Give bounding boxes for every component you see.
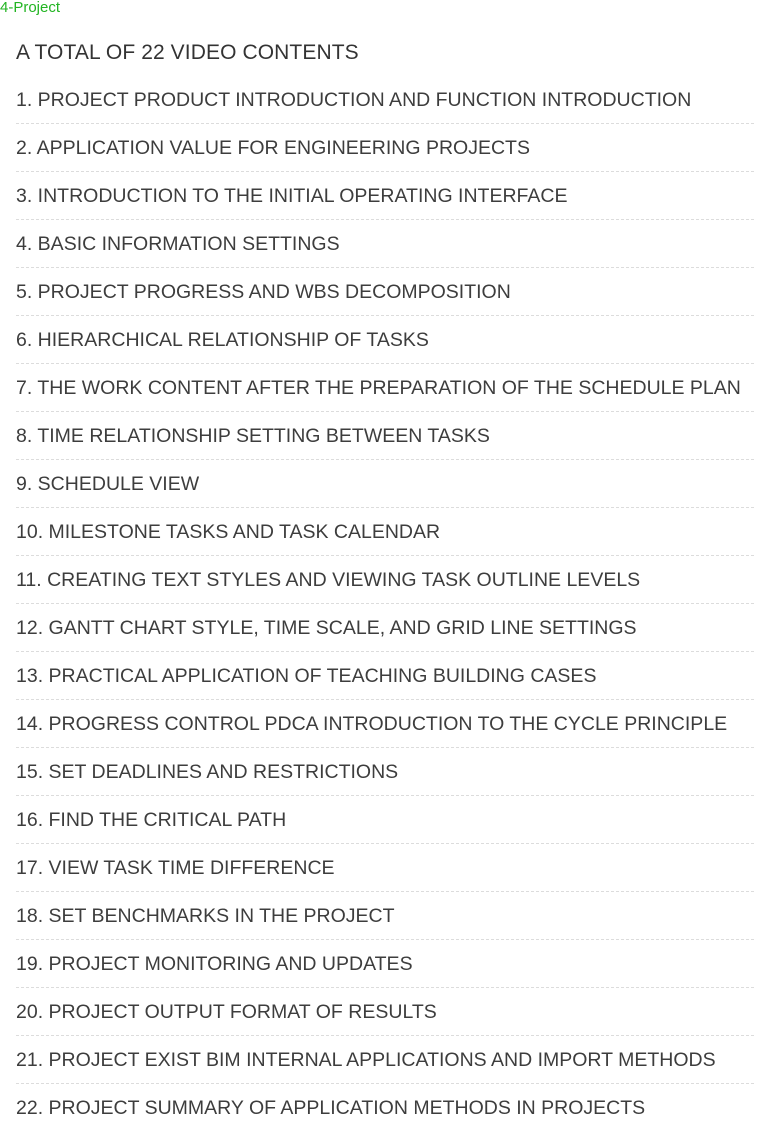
video-item-16[interactable]: 16. FIND THE CRITICAL PATH	[16, 796, 754, 844]
video-item-8[interactable]: 8. TIME RELATIONSHIP SETTING BETWEEN TASKS	[16, 412, 754, 460]
video-item-5[interactable]: 5. PROJECT PROGRESS AND WBS DECOMPOSITION	[16, 268, 754, 316]
video-list	[16, 76, 754, 1131]
video-item-19[interactable]: 19. PROJECT MONITORING AND UPDATES	[16, 940, 754, 988]
breadcrumb[interactable]: 4-Project	[0, 0, 61, 16]
video-item-2[interactable]: 2. APPLICATION VALUE FOR ENGINEERING PROJECTS	[16, 124, 754, 172]
video-item-21[interactable]: 21. PROJECT EXIST BIM INTERNAL APPLICATIONS AND IMPORT METHODS	[16, 1036, 754, 1084]
video-item-15[interactable]: 15. SET DEADLINES AND RESTRICTIONS	[16, 748, 754, 796]
video-item-3[interactable]: 3. INTRODUCTION TO THE INITIAL OPERATING INTERFACE	[16, 172, 754, 220]
video-item-20[interactable]: 20. PROJECT OUTPUT FORMAT OF RESULTS	[16, 988, 754, 1036]
video-item-14[interactable]: 14. PROGRESS CONTROL PDCA INTRODUCTION TO THE CYCLE PRINCIPLE	[16, 700, 754, 748]
video-item-9[interactable]: 9. SCHEDULE VIEW	[16, 460, 754, 508]
video-item-1[interactable]: 1. PROJECT PRODUCT INTRODUCTION AND FUNCTION INTRODUCTION	[16, 76, 754, 124]
video-item-11[interactable]: 11. CREATING TEXT STYLES AND VIEWING TASK OUTLINE LEVELS	[16, 556, 754, 604]
page-title: A TOTAL OF 22 VIDEO CONTENTS	[16, 41, 359, 64]
video-item-4[interactable]: 4. BASIC INFORMATION SETTINGS	[16, 220, 754, 268]
video-item-10[interactable]: 10. MILESTONE TASKS AND TASK CALENDAR	[16, 508, 754, 556]
video-item-22[interactable]: 22. PROJECT SUMMARY OF APPLICATION METHODS IN PROJECTS	[16, 1097, 646, 1119]
video-item-17[interactable]: 17. VIEW TASK TIME DIFFERENCE	[16, 844, 754, 892]
video-item-7[interactable]: 7. THE WORK CONTENT AFTER THE PREPARATION OF THE SCHEDULE PLAN	[16, 364, 754, 412]
video-item-18[interactable]: 18. SET BENCHMARKS IN THE PROJECT	[16, 892, 754, 940]
video-item-13[interactable]: 13. PRACTICAL APPLICATION OF TEACHING BUILDING CASES	[16, 652, 754, 700]
video-item-6[interactable]: 6. HIERARCHICAL RELATIONSHIP OF TASKS	[16, 316, 754, 364]
video-item-12[interactable]: 12. GANTT CHART STYLE, TIME SCALE, AND GRID LINE SETTINGS	[16, 604, 754, 652]
